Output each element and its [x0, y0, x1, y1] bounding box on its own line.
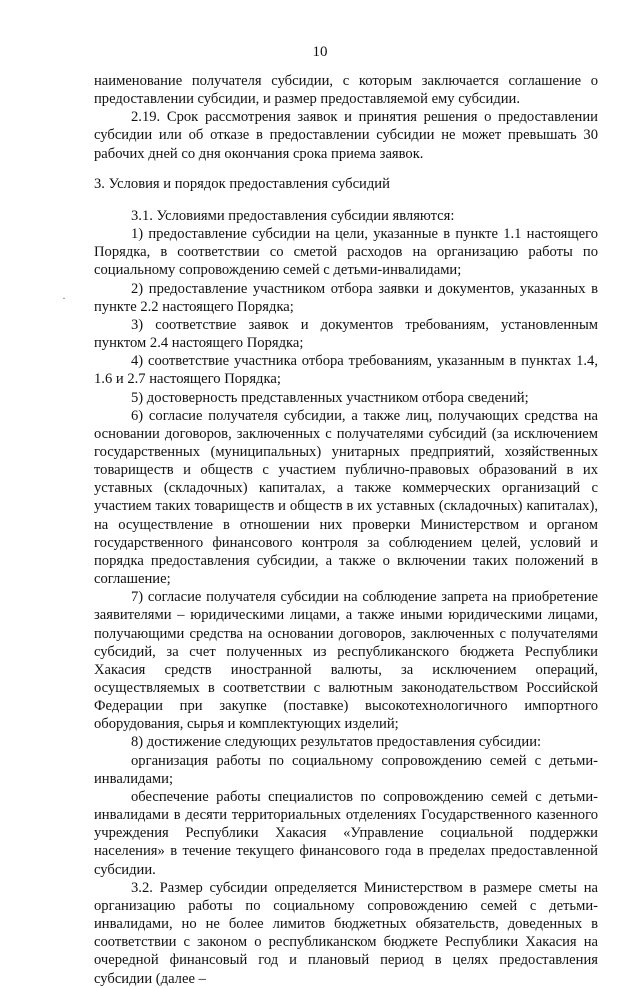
paragraph: 3) соответствие заявок и документов требованиям, установленным пунктом 2.4 настоящего Порядка; — [94, 316, 598, 352]
page-number: 10 — [312, 44, 328, 60]
paragraph: наименование получателя субсидии, с которым заключается соглашение о предоставлении субсидии, и размер предоставляемой ему субсидии. — [94, 73, 598, 108]
paragraph: 7) согласие получателя субсидии на соблюдение запрета на приобретение заявителями – юридическими лицами, а также иными юридическими лицами, получающими средства на основании договоров, заключенных с получателями субсидий, за счет полученных из республиканского бюджета Республики Хакасия средств иностранной валюты, за исключением операций, осуществляемых в соответствии с валютным законодательством Российской Федерации при закупке (поставке) высокотехнологичного импортного оборудования, сырья и комплектующих изделий; — [94, 589, 598, 733]
paragraph: 1) предоставление субсидии на цели, указанные в пункте 1.1 настоящего Порядка, в соответствии со сметой расходов на организацию работы по социальному сопровождению семей с детьми-инвалидами; — [94, 226, 598, 279]
paragraph: 2.19. Срок рассмотрения заявок и принятия решения о предоставлении субсидии или об отказе в предоставлении субсидии не может превышать 30 рабочих дней со дня окончания срока приема заявок. — [94, 109, 598, 162]
paragraph-group-top — [94, 72, 598, 163]
paragraph: 3.1. Условиями предоставления субсидии являются: — [131, 207, 455, 224]
paragraph: 4) соответствие участника отбора требованиям, указанным в пунктах 1.4, 1.6 и 2.7 настоящего Порядка; — [94, 353, 598, 388]
paragraph: обеспечение работы специалистов по сопровождению семей с детьми-инвалидами в десяти территориальных отделениях Государственного казенного учреждения Республики Хакасия «Управление социальной поддержки населения» в течение текущего финансового года в пределах предоставленной субсидии. — [94, 788, 598, 878]
paragraph: организация работы по социальному сопровождению семей с детьми-инвалидами; — [94, 752, 598, 787]
paragraph: 3.2. Размер субсидии определяется Министерством в размере сметы на организацию работы по социальному сопровождению семей с детьми-инвалидами, но не более лимитов бюджетных обязательств, доведенных в соответствии с законом о республиканском бюджете Республики Хакасия на очередной финансовый год и плановый период в целях предоставления субсидии (далее – — [94, 879, 598, 987]
section-heading: 3. Условия и порядок предоставления субсидий — [94, 175, 390, 192]
paragraph: 5) достоверность представленных участником отбора сведений; — [131, 389, 529, 406]
document-body — [94, 72, 598, 988]
paragraph: 6) согласие получателя субсидии, а также лиц, получающих средства на основании договоров, заключенных с получателями субсидий (за исключением государственных (муниципальных) унитарных предприятий, хозяйственных товариществ и обществ с участием публично-правовых образований в их уставных (складочных) капиталах, а также коммерческих организаций с участием таких товариществ и обществ в их уставных (складочных) капиталах), на осуществление в отношении них проверки Министерством и органом государственного финансового контроля за соблюдением целей, условий и порядка предоставления субсидии, а также о включении таких положений в соглашение; — [94, 407, 598, 588]
margin-mark: · — [62, 291, 66, 305]
paragraph: 2) предоставление участником отбора заявки и документов, указанных в пункте 2.2 настоящего Порядка; — [94, 280, 598, 315]
paragraph: 8) достижение следующих результатов предоставления субсидии: — [131, 734, 542, 751]
paragraph-group-main — [94, 207, 598, 988]
